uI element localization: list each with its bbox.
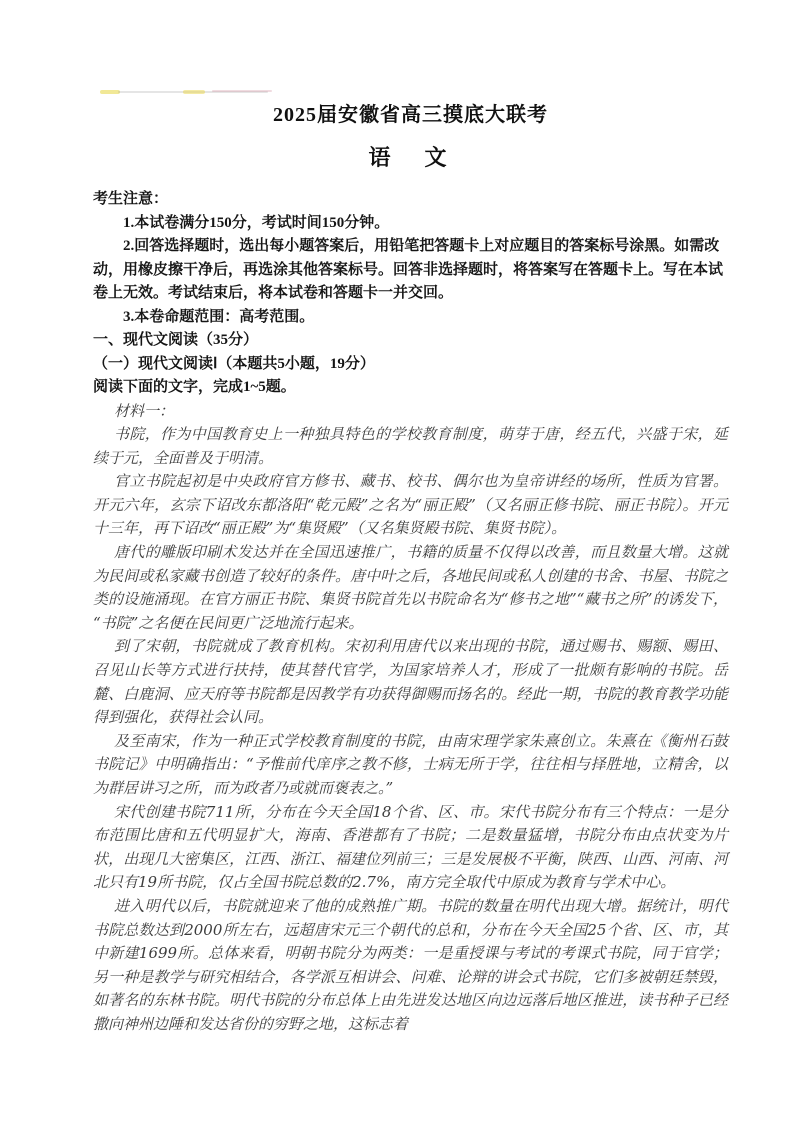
notices-heading: 考生注意： xyxy=(93,191,169,207)
material-paragraph: 进入明代以后，书院就迎来了他的成熟推广期。书院的数量在明代出现大增。据统计，明代书院总数达到2000所左右，远超唐宋元三个朝代的总和，分布在今天全国25个省、区、市，其中新建1699所。总体来看，明朝书院分为两类：一是重授课与考试的考课式书院，同于官学；另一种是教学与研究相结合，各学派互相讲会、问难、论辩的讲会式书院，它们多被朝廷禁毁，如著名的东林书院。明代书院的分布总体上由先进发达地区向边远落后地区推进，读书种子已经撒向神州边陲和发达省份的穷野之地，这标志着 xyxy=(93,896,728,1033)
scan-smudge-line xyxy=(118,91,268,93)
part-heading: 一、现代文阅读（35分） xyxy=(93,332,259,348)
reading-instruction: 阅读下面的文字，完成1~5题。 xyxy=(93,379,296,395)
scan-smudge-mark xyxy=(100,90,120,94)
page-content xyxy=(93,98,728,1037)
scan-smudge-line xyxy=(212,90,272,92)
material-paragraph: 及至南宋，作为一种正式学校教育制度的书院，由南宋理学家朱熹创立。朱熹在《衡州石鼓书院记》中明确指出：“予惟前代庠序之教不修，士病无所于学，往往相与择胜地，立精舍，以为群居讲习之所，而为政者乃或就而褒表之。” xyxy=(93,731,728,797)
reading-material-1 xyxy=(93,400,728,1037)
notice-item-3: 3.本卷命题范围：高考范围。 xyxy=(123,308,315,325)
material-paragraph: 书院，作为中国教育史上一种独具特色的学校教育制度，萌芽于唐，经五代，兴盛于宋，延续于元，全面普及于明清。 xyxy=(93,425,728,467)
material-paragraph: 到了宋朝，书院就成了教育机构。宋初利用唐代以来出现的书院，通过赐书、赐额、赐田、召见山长等方式进行扶持，使其替代官学，为国家培养人才，形成了一批颇有影响的书院。岳麓、白鹿洞、应天府等书院都是因教学有功获得御赐而扬名的。经此一期，书院的教育教学功能得到强化，获得社会认同。 xyxy=(93,637,728,727)
notice-item-1: 1.本试卷满分150分，考试时间150分钟。 xyxy=(123,214,390,231)
subject-title: 语 文 xyxy=(368,145,453,170)
section-headings xyxy=(93,329,728,400)
subpart-heading: （一）现代文阅读Ⅰ（本题共5小题，19分） xyxy=(93,355,375,372)
material-label: 材料一： xyxy=(114,401,175,420)
material-paragraph: 官立书院起初是中央政府官方修书、藏书、校书、偶尔也为皇帝讲经的场所，性质为官署。开元六年，玄宗下诏改东都洛阳“乾元殿”之名为“丽正殿”（又名丽正修书院、丽正书院）。开元十三年，再下诏改“丽正殿”为“集贤殿”（又名集贤殿书院、集贤书院）。 xyxy=(93,472,728,538)
candidate-notices xyxy=(93,188,728,329)
scan-smudge-mark xyxy=(183,90,205,94)
material-paragraph: 唐代的雕版印刷术发达并在全国迅速推广，书籍的质量不仅得以改善，而且数量大增。这就为民间或私家藏书创造了较好的条件。唐中叶之后，各地民间或私人创建的书舍、书屋、书院之类的设施涌现。在官方丽正书院、集贤书院首先以书院命名为“修书之地”“藏书之所”的诱发下，“书院”之名便在民间更广泛地流行起来。 xyxy=(93,543,728,632)
material-paragraph: 宋代创建书院711所，分布在今天全国18个省、区、市。宋代书院分布有三个特点：一是分布范围比唐和五代明显扩大，海南、香港都有了书院；二是数量猛增，书院分布由点状变为片状，出现几大密集区，江西、浙江、福建位列前三；三是发展极不平衡，陕西、山西、河南、河北只有19所书院，仅占全国书院总数的2.7%，南方完全取代中原成为教育与学术中心。 xyxy=(93,802,728,892)
notice-item-2: 2.回答选择题时，选出每小题答案后，用铅笔把答题卡上对应题目的答案标号涂黑。如需改动，用橡皮擦干净后，再选涂其他答案标号。回答非选择题时，将答案写在答题卡上。写在本试卷上无效。考试结束后，将本试卷和答题卡一并交回。 xyxy=(93,238,724,301)
exam-title: 2025届安徽省高三摸底大联考 xyxy=(273,104,548,126)
